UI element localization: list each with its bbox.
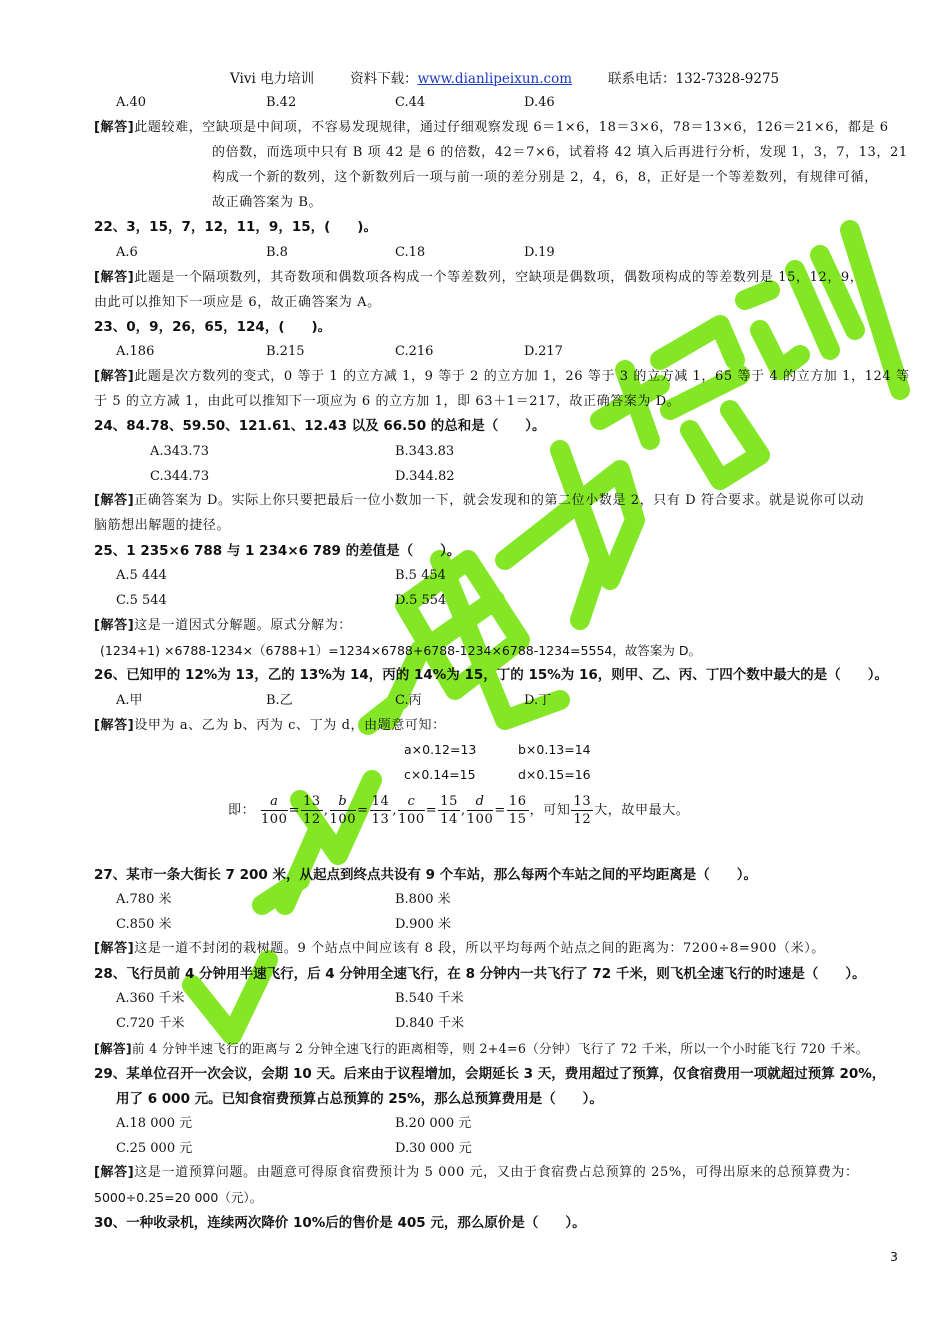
option: D.217 (524, 344, 563, 359)
option: D.30 000 元 (395, 1141, 472, 1156)
option: A.6 (116, 245, 138, 260)
option: C.850 米 (116, 917, 172, 932)
answer-line: [解答]正确答案为 D。实际上你只要把最后一位小数加一下，就会发现和的第二位小数是 2，只有 D 符合要求。就是说你可以动 (94, 493, 865, 508)
header-brand: Vivi 电力培训 (230, 71, 315, 87)
question-26: 26、已知甲的 12%为 13，乙的 13%为 14，丙的 14%为 15，丁的 15%为 16，则甲、乙、丙、丁四个数中最大的是（ ）。 (94, 667, 889, 683)
option: D.344.82 (395, 469, 455, 484)
answer-line: 故正确答案为 B。 (212, 195, 323, 210)
question-23: 23、0，9，26，65，124，( )。 (94, 319, 332, 335)
fraction: $\frac{a}{100}$ (260, 794, 288, 827)
option: C.216 (395, 344, 434, 359)
header-download-link[interactable]: www.dianlipeixun.com (417, 71, 573, 87)
question-29-cont: 用了 6 000 元。已知食宿费预算占总预算的 25%，那么总预算费用是（ ）。 (116, 1091, 603, 1107)
option: B.800 米 (395, 892, 451, 907)
question-29: 29、某单位召开一次会议，会期 10 天。后来由于议程增加，会期延长 3 天，费用超过了预算，仅食宿费用一项就超过预算 20%， (94, 1066, 886, 1082)
answer-line: 于 5 的立方减 1，由此可以推知下一项应为 6 的立方加 1，即 63＋1＝217，故正确答案为 D。 (94, 394, 681, 409)
answer-line: 5000÷0.25=20 000（元）。 (94, 1190, 263, 1205)
answer-line: 构成一个新的数列，这个新数列后一项与前一项的差分别是 2，4，6，8，正好是一个等差数列，有规律可循， (212, 170, 878, 185)
option: C.344.73 (150, 469, 210, 484)
page-number: 3 (890, 1249, 898, 1264)
question-30: 30、一种收录机，连续两次降价 10%后的售价是 405 元，那么原价是（ ）。 (94, 1215, 586, 1231)
fraction: $\frac{16}{15}$ (508, 794, 527, 827)
equation: a×0.12=13 (404, 742, 477, 757)
option: B.5 454 (395, 568, 446, 583)
question-24: 24、84.78、59.50、121.61、12.43 以及 66.50 的总和是（ ）。 (94, 418, 546, 434)
fraction: $\frac{15}{14}$ (440, 794, 459, 827)
option: B.540 千米 (395, 991, 464, 1006)
answer-line: (1234+1) ×6788-1234×（6788+1）=1234×6788+6788-1234×6788-1234=5554，故答案为 D。 (100, 643, 701, 658)
answer-tag: [解答] (94, 120, 135, 135)
answer-line: 的倍数，而选项中只有 B 项 42 是 6 的倍数，42＝7×6，试着将 42 填入后再进行分析，发现 1，3，7，13，21 (212, 145, 908, 160)
header-download-label: 资料下载： (350, 71, 418, 87)
option: A.343.73 (150, 444, 210, 459)
option: C.18 (395, 245, 426, 260)
option: C.5 544 (116, 593, 167, 608)
answer-line: [解答]这是一道预算问题。由题意可得原食宿费预计为 5 000 元，又由于食宿费占总预算的 25%，可得出原来的总预算费为： (94, 1165, 859, 1180)
fraction-formula: 即： $\frac{a}{100}$ = $\frac{13}{12}$ , $\frac{b}{100}$ = $\frac{14}{13}$ , $\frac{c}{100}$ = $\frac{15}{14}$ , $\frac{d}{100}$ = $\frac{16}{15}$ ，可知 $\frac{13}{12}$ 大，故甲最大。 (228, 794, 690, 827)
answer-tag: [解答] (94, 941, 135, 956)
answer-line: [解答]这是一道因式分解题。原式分解为： (94, 618, 352, 633)
option: C.44 (395, 95, 426, 110)
answer-tag: [解答] (94, 369, 135, 384)
answer-line: [解答]此题是次方数列的变式，0 等于 1 的立方减 1，9 等于 2 的立方加 1，26 等于 3 的立方减 1，65 等于 4 的立方加 1，124 等 (94, 369, 910, 384)
fraction: $\frac{c}{100}$ (398, 794, 425, 827)
answer-tag: [解答] (94, 270, 135, 285)
question-25: 25、1 235×6 788 与 1 234×6 789 的差值是（ ）。 (94, 543, 461, 559)
answer-line: [解答]设甲为 a、乙为 b、丙为 c、丁为 d，由题意可知： (94, 718, 446, 733)
fraction: $\frac{13}{12}$ (573, 794, 592, 827)
option: D.900 米 (395, 917, 452, 932)
answer-tag: [解答] (94, 1165, 135, 1180)
equation: c×0.14=15 (404, 767, 476, 782)
header-contact: 联系电话：132-7328-9275 (608, 71, 780, 87)
fraction: $\frac{14}{13}$ (371, 794, 390, 827)
option: A.186 (116, 344, 155, 359)
answer-tag: [解答] (94, 618, 135, 633)
answer-line: [解答]此题较难，空缺项是中间项，不容易发现规律，通过仔细观察发现 6＝1×6，18＝3×6，78＝13×6，126＝21×6，都是 6 (94, 120, 889, 135)
option: B.215 (266, 344, 305, 359)
option: B.343.83 (395, 444, 455, 459)
option: C.720 千米 (116, 1016, 185, 1031)
answer-line: [解答]此题是一个隔项数列，其奇数项和偶数项各构成一个等差数列，空缺项是偶数项，偶数项构成的等差数列是 15，12，9， (94, 270, 864, 285)
option: D.840 千米 (395, 1016, 465, 1031)
answer-line: [解答]这是一道不封闭的栽树题。9 个站点中间应该有 8 段，所以平均每两个站点之间的距离为：7200÷8=900（米）。 (94, 941, 825, 956)
option: B.8 (266, 245, 288, 260)
option: B.42 (266, 95, 297, 110)
fraction: $\frac{13}{12}$ (303, 794, 321, 827)
option: A.360 千米 (116, 991, 185, 1006)
option: A.780 米 (116, 892, 172, 907)
equation: d×0.15=16 (518, 767, 591, 782)
answer-tag: [解答] (94, 718, 135, 733)
answer-line: 由此可以推知下一项应是 6，故正确答案为 A。 (94, 295, 381, 310)
option: D.丁 (524, 693, 552, 708)
answer-line: [解答]前 4 分钟半速飞行的距离与 2 分钟全速飞行的距离相等，则 2+4=6（分钟）飞行了 72 千米，所以一个小时能飞行 720 千米。 (94, 1041, 869, 1056)
option: D.19 (524, 245, 555, 260)
option: B.乙 (266, 693, 293, 708)
answer-line: 脑筋想出解题的捷径。 (94, 518, 231, 533)
question-28: 28、飞行员前 4 分钟用半速飞行，后 4 分钟用全速飞行，在 8 分钟内一共飞行了 72 千米，则飞机全速飞行的时速是（ ）。 (94, 966, 866, 982)
question-27: 27、某市一条大街长 7 200 米，从起点到终点共设有 9 个车站，那么每两个车站之间的平均距离是（ ）。 (94, 867, 758, 883)
option: C.丙 (395, 693, 422, 708)
equation: b×0.13=14 (518, 742, 591, 757)
option: A.甲 (116, 693, 143, 708)
option: B.20 000 元 (395, 1116, 472, 1131)
question-22: 22、3，15，7，12，11，9，15，( )。 (94, 219, 377, 235)
option: D.5 554 (395, 593, 447, 608)
option: A.18 000 元 (116, 1116, 193, 1131)
fraction: $\frac{d}{100}$ (466, 794, 494, 827)
page-header (230, 70, 779, 88)
answer-tag: [解答] (94, 1041, 132, 1056)
fraction: $\frac{b}{100}$ (329, 794, 357, 827)
option: A.5 444 (116, 568, 167, 583)
answer-tag: [解答] (94, 493, 135, 508)
option: D.46 (524, 95, 555, 110)
option: A.40 (116, 95, 147, 110)
option: C.25 000 元 (116, 1141, 193, 1156)
